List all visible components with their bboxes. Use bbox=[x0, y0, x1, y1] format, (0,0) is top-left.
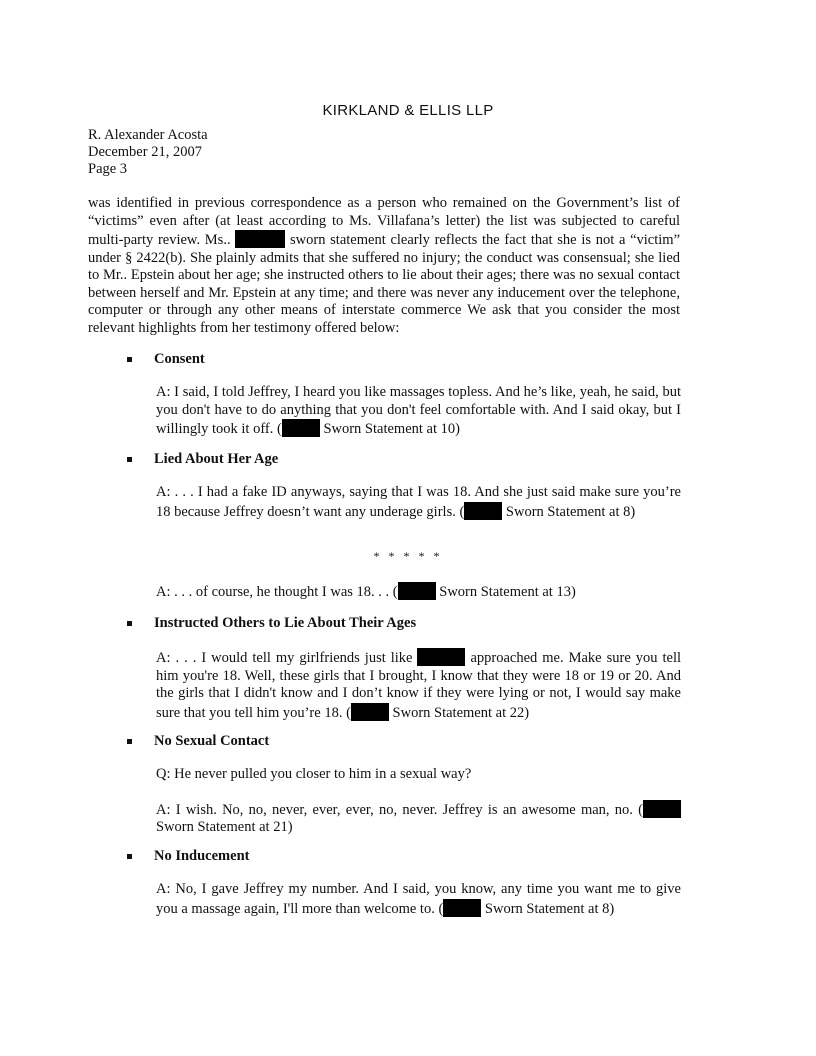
recipient-name: R. Alexander Acosta bbox=[88, 127, 208, 143]
redaction-box bbox=[643, 800, 681, 818]
citation-text: Sworn Statement at 10) bbox=[323, 421, 460, 437]
section-lied-quote-2 bbox=[127, 582, 687, 602]
redaction-box bbox=[351, 703, 389, 721]
quote-text: A: I said, I told Jeffrey, I heard you like massages topless. And he’s like, yeah, he said, but you don't have to do anything that you don't feel comfortable with. And I said okay, but I willingly took it off. ( bbox=[156, 384, 681, 437]
letter-date: December 21, 2007 bbox=[88, 144, 202, 160]
redaction-box bbox=[443, 899, 481, 917]
citation-text: Sworn Statement at 21) bbox=[156, 819, 293, 835]
quote-text: A: . . . I had a fake ID anyways, saying that I was 18. And she just said make sure you’re 18 because Jeffrey doesn’t want any underage girls. ( bbox=[156, 484, 681, 520]
section-lied-about-age bbox=[127, 451, 687, 521]
citation-text: Sworn Statement at 13) bbox=[439, 584, 576, 600]
quote-paragraph bbox=[156, 800, 681, 837]
intro-text-2: sworn statement clearly reflects the fact that she is not a “victim” under § 2422(b). She plainly admits that she suffered no injury; the conduct was consensual; she lied to Mr.. Epstein about her age; she instructed others to lie about their ages; there was no sexual contact between herself and Mr. Epstein at any time; and there was never any inducement over the telephone, computer or through any other means of interstate commerce We ask that you consider the most relevant highlights from her testimony offered below: bbox=[88, 232, 681, 336]
section-heading bbox=[127, 848, 687, 865]
bullet-icon bbox=[127, 854, 132, 859]
section-heading bbox=[127, 615, 687, 632]
heading-text: Lied About Her Age bbox=[154, 451, 279, 467]
intro-text-1: was identified in previous correspondence as a person who remained on the Government’s list of “victims” even after (at least according to Ms. Villafana’s letter) the list was subjected to careful multi-party review. Ms.. bbox=[88, 195, 680, 248]
heading-text: Instructed Others to Lie About Their Ages bbox=[154, 615, 417, 631]
redaction-box bbox=[235, 230, 285, 248]
section-separator: * * * * * bbox=[373, 549, 443, 563]
quote-paragraph bbox=[156, 384, 681, 439]
section-instructed-others bbox=[127, 615, 687, 722]
section-no-sexual-contact bbox=[127, 733, 687, 837]
section-heading bbox=[127, 451, 687, 468]
section-heading bbox=[127, 733, 687, 750]
quote-text: A: . . . of course, he thought I was 18. . . ( bbox=[156, 584, 398, 600]
address-block bbox=[88, 127, 208, 178]
bullet-icon bbox=[127, 739, 132, 744]
section-consent bbox=[127, 351, 687, 439]
quote-paragraph bbox=[156, 582, 681, 602]
bullet-icon bbox=[127, 357, 132, 362]
citation-text: Sworn Statement at 22) bbox=[392, 704, 530, 721]
quote-text-continued: approached me. Make sure you tell him you're 18. Well, these girls that I brought, I know that they were 18 or 19 or 20. And the girls that I didn't know and I don’t know if they were lying or not, I would say make sure that you tell him you’re 18. ( bbox=[156, 650, 682, 721]
page-number: Page 3 bbox=[88, 161, 128, 177]
quote-text: A: No, I gave Jeffrey my number. And I said, you know, any time you want me to give you a massage again, I'll more than welcome to. ( bbox=[156, 881, 681, 917]
redaction-box bbox=[282, 419, 320, 437]
quote-text: A: . . . I would tell my girlfriends just like bbox=[156, 650, 413, 666]
quote-paragraph bbox=[156, 484, 681, 521]
bullet-icon bbox=[127, 457, 132, 462]
heading-text: No Inducement bbox=[154, 848, 250, 864]
bullet-icon bbox=[127, 621, 132, 626]
section-heading bbox=[127, 351, 687, 368]
quote-paragraph bbox=[156, 881, 681, 918]
redaction-box bbox=[398, 582, 436, 600]
question-paragraph: Q: He never pulled you closer to him in a sexual way? bbox=[156, 766, 472, 782]
redaction-box bbox=[417, 648, 465, 666]
intro-paragraph bbox=[88, 195, 680, 337]
quote-text: A: I wish. No, no, never, ever, ever, no, never. Jeffrey is an awesome man, no. ( bbox=[156, 801, 643, 818]
heading-text: No Sexual Contact bbox=[154, 733, 270, 749]
quote-paragraph bbox=[156, 648, 681, 722]
heading-text: Consent bbox=[154, 351, 205, 367]
redaction-box bbox=[464, 502, 502, 520]
letterhead: KIRKLAND & ELLIS LLP bbox=[322, 102, 494, 119]
citation-text: Sworn Statement at 8) bbox=[484, 900, 615, 917]
section-no-inducement bbox=[127, 848, 687, 918]
citation-text: Sworn Statement at 8) bbox=[505, 503, 636, 520]
